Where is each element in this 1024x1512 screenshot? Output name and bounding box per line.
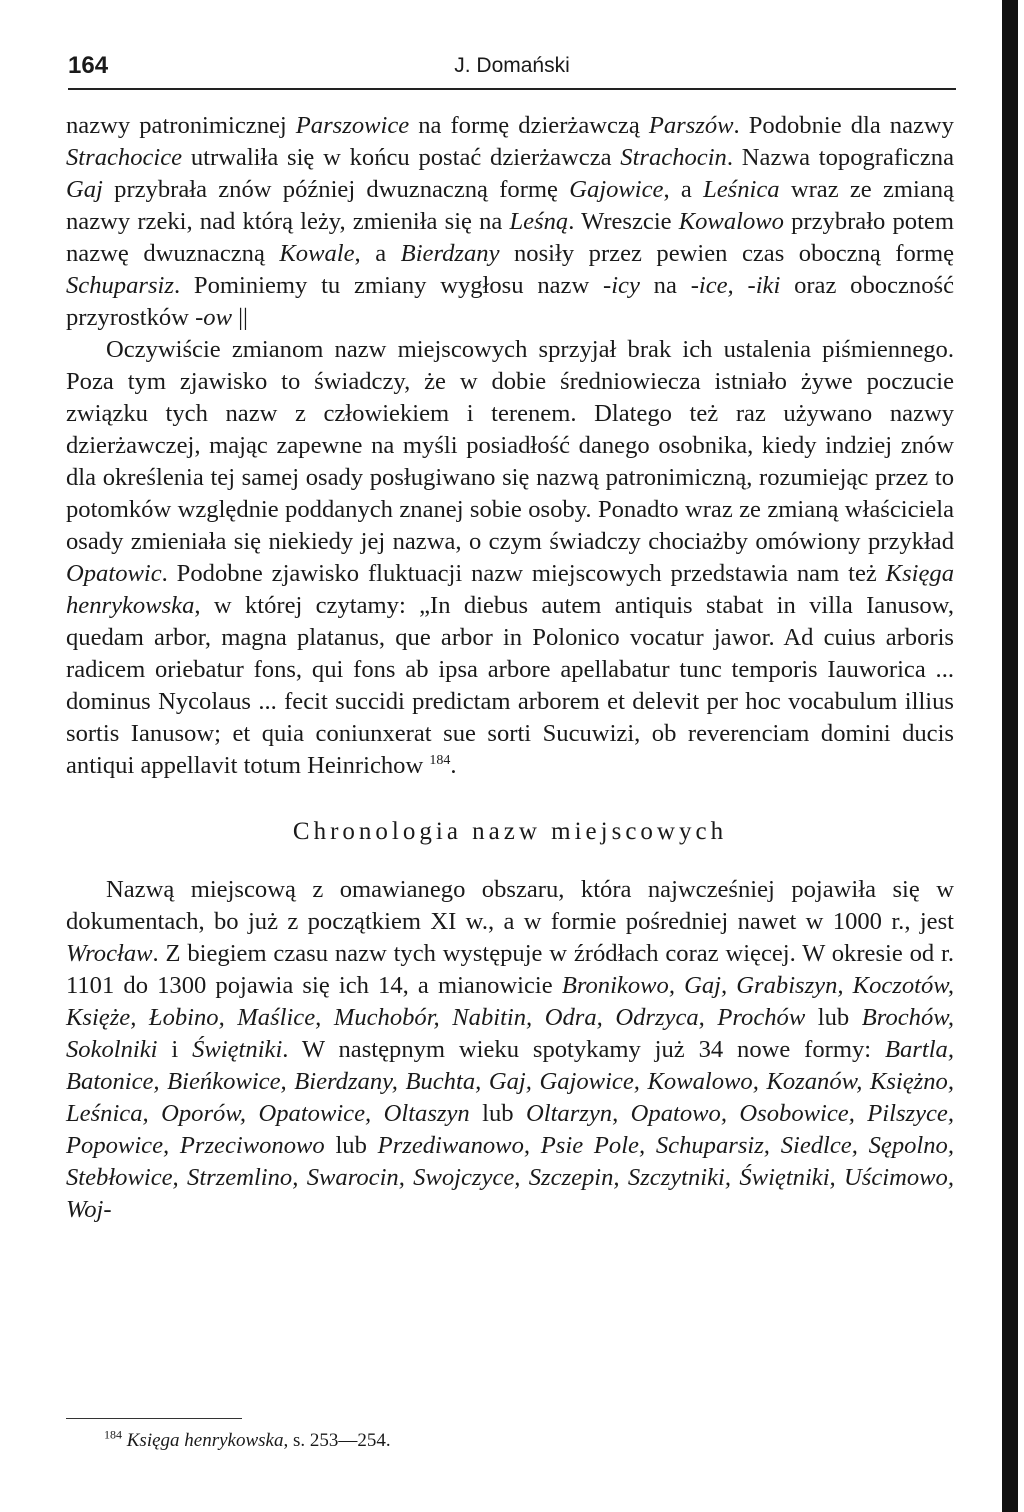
footnote-number: 184 xyxy=(104,1427,122,1442)
footnote-rule xyxy=(66,1418,242,1419)
page-number: 164 xyxy=(68,52,109,79)
footnote-184 xyxy=(104,1427,391,1452)
page-edge-bar xyxy=(1002,0,1018,1512)
footnote-title: Księga henrykowska xyxy=(126,1430,284,1451)
header-rule xyxy=(68,88,956,90)
footnote-ref-184: 184 xyxy=(429,752,451,768)
paragraph-1: nazwy patronimicznej Parszowice na formę dzierżawczą Parszów. Podobnie dla nazwy Strachocice utrwaliła się w końcu postać dzierżawcza Strachocin. Nazwa topograficzna Gaj przybrała znów później dwuznaczną formę Gajowice, a Leśnica wraz ze zmianą nazwy rzeki, nad którą leży, zmieniła się na Leśną. Wreszcie Kowalowo przybrało potem nazwę dwuznaczną Kowale, a Bierdzany nosiły przez pewien czas oboczną formę Schuparsiz. Pominiemy tu zmiany wygłosu nazw -icy na -ice, -iki oraz oboczność przyrostków -ow || xyxy=(66,112,954,331)
paragraph-2: Oczywiście zmianom nazw miejscowych sprzyjał brak ich ustalenia piśmiennego. Poza tym zjawisko to świadczy, że w dobie średniowiecza istniało żywe poczucie związku tych nazw z człowiekiem i terenem. Dlatego też raz używano nazwy dzierżawczej, mając zapewne na myśli posiadłość danego osobnika, kiedy indziej znów dla określenia tej samej osady posługiwano się nazwą patronimiczną, rozumiejąc przez to potomków względnie poddanych znanej sobie osoby. Ponadto wraz ze zmianą właściciela osady zmieniała się niekiedy jej nazwa, o czym świadczy chociażby omówiony przykład Opatowic. Podobne zjawisko fluktuacji nazw miejscowych przedstawia nam też Księga henrykowska, w której czytamy: „In diebus autem antiquis stabat in villa Ianusow, quedam arbor, magna platanus, que arbor in Polonico vocatur jawor. Ad cuius arboris radicem oriebatur fons, qui fons ab ipsa arbore apellabatur tunc temporis Iauworica ... dominus Nycolaus ... fecit succidi predictam arborem et delevit per hoc vocabulum illius sortis Ianusow; et quia coniunxerat sue sorti Sucuwizi, ob reverenciam domini ducis antiqui appellavit totum Heinrichow $^{184}$. xyxy=(66,336,954,779)
section-heading: Chronologia nazw miejscowych xyxy=(292,818,728,845)
page-header xyxy=(68,52,956,92)
footnote-text: , s. 253—254. xyxy=(283,1430,391,1451)
running-head: J. Domański xyxy=(454,54,570,77)
paragraph-3: Nazwą miejscową z omawianego obszaru, która najwcześniej pojawiła się w dokumentach, bo już z początkiem XI w., a w formie pośredniej nawet w 1000 r., jest Wrocław. Z biegiem czasu nazw tych występuje w źródłach coraz więcej. W okresie od r. 1101 do 1300 pojawia się ich 14, a mianowicie Bronikowo, Gaj, Grabiszyn, Koczotów, Księże, Łobino, Maślice, Muchobór, Nabitin, Odra, Odrzyca, Prochów lub Brochów, Sokolniki i Świętniki. W następnym wieku spotykamy już 34 nowe formy: Bartla, Batonice, Bieńkowice, Bierdzany, Buchta, Gaj, Gajowice, Kowalowo, Kozanów, Księżno, Leśnica, Oporów, Opatowice, Oltaszyn lub Oltarzyn, Opatowo, Osobowice, Pilszyce, Popowice, Przeciwonowo lub Przediwanowo, Psie Pole, Schuparsiz, Siedlce, Sępolno, Stebłowice, Strzemlino, Swarocin, Swojczyce, Szczepin, Szczytniki, Świętniki, Uścimowo, Woj- xyxy=(66,876,955,1223)
body-text xyxy=(66,110,954,1226)
